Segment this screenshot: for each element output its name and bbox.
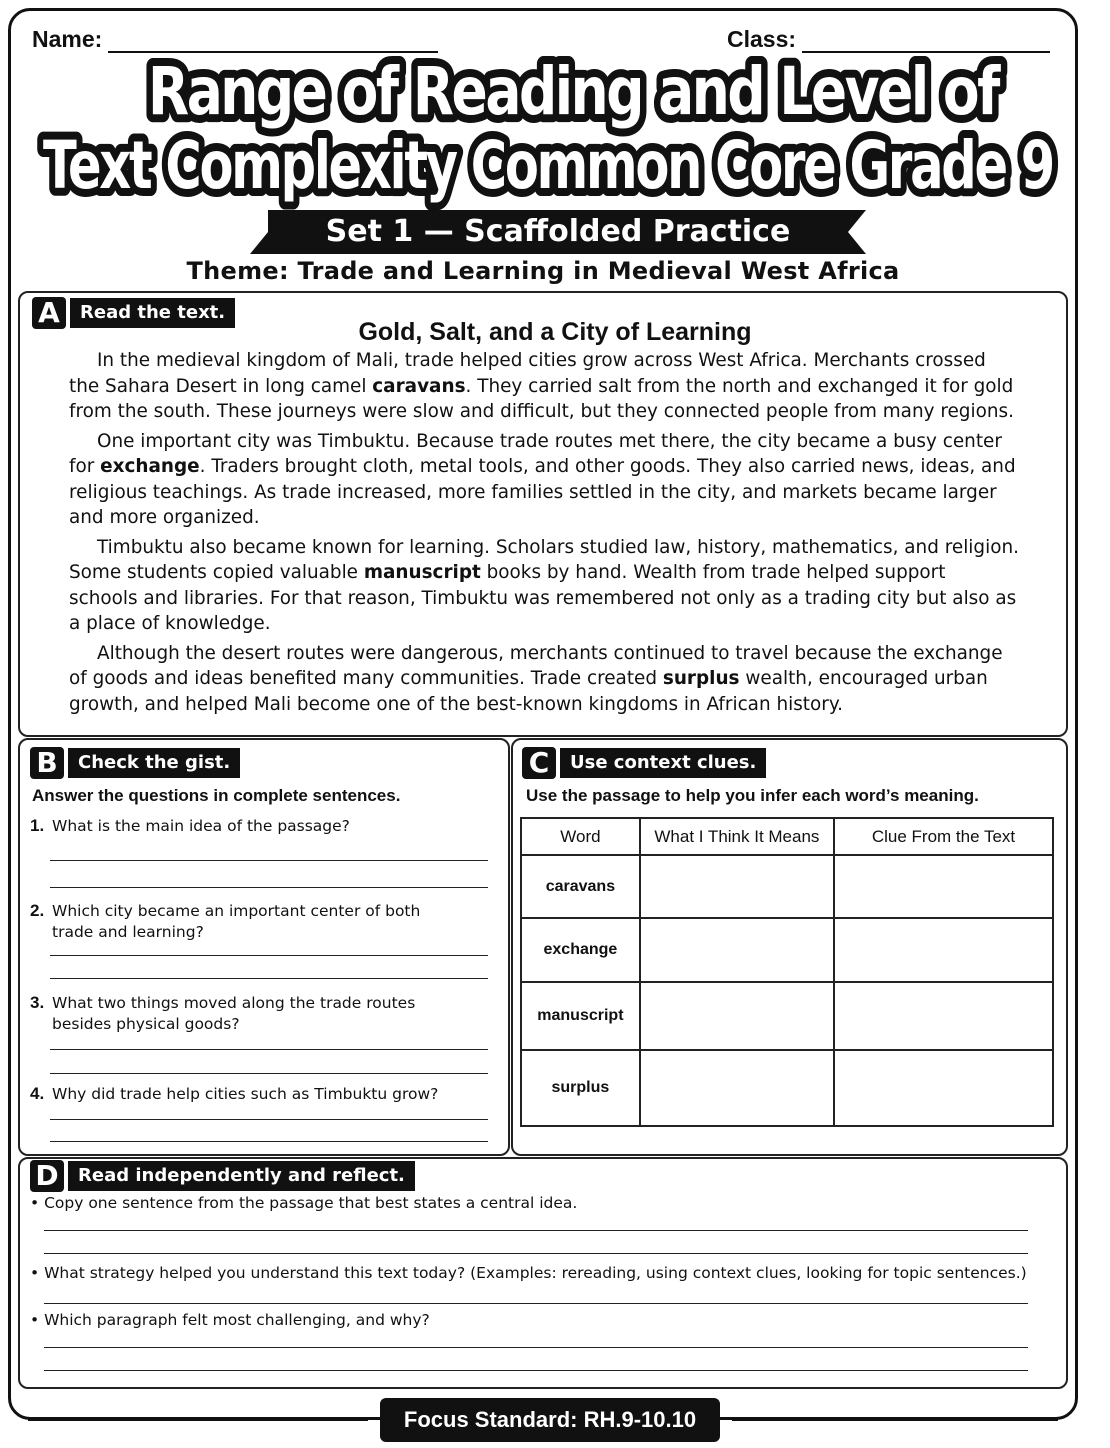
- passage-paragraph-2: One important city was Timbuktu. Because trade routes met there, the city became a busy center for exchange. Traders brought cloth, metal tools, and other goods. They also carried news, ideas, and religious teachings. As trade increased, more families settled in the city, and markets became larger and more organized.: [69, 430, 1016, 528]
- passage: [69, 348, 1019, 721]
- vocab-surplus: surplus: [662, 668, 740, 689]
- name-label: Name:: [32, 26, 103, 52]
- question-4-text: Why did trade help cities such as Timbuktu grow?: [52, 1085, 439, 1103]
- question-2-number: 2.: [30, 901, 45, 920]
- name-blank[interactable]: [108, 31, 438, 53]
- table-row: [521, 1050, 1053, 1126]
- clue-cell[interactable]: [834, 982, 1053, 1050]
- vocab-table-header-row: [521, 818, 1053, 855]
- clue-cell[interactable]: [834, 855, 1053, 918]
- vocab-caravans: caravans: [372, 375, 466, 397]
- question-2-text: Which city became an important center of both trade and learning?: [52, 902, 421, 941]
- table-row: [521, 855, 1053, 918]
- section-b-letter: B: [30, 747, 64, 779]
- title-line-1: Range of Reading and Level of: [148, 53, 1002, 130]
- column-header-clue: Clue From the Text: [834, 818, 1053, 855]
- section-b-header: [30, 748, 240, 778]
- question-1-text: What is the main idea of the passage?: [52, 817, 350, 835]
- question-3-number: 3.: [30, 993, 45, 1012]
- reflect-prompt-2: • What strategy helped you understand this text today? (Examples: rereading, using context clues, looking for topic sentences.): [30, 1264, 1027, 1282]
- question-1-number: 1.: [30, 816, 45, 835]
- answer-line[interactable]: [50, 955, 488, 956]
- class-field[interactable]: [727, 26, 1050, 53]
- answer-line[interactable]: [44, 1347, 1028, 1348]
- clue-cell[interactable]: [834, 1050, 1053, 1126]
- vocab-table: [520, 817, 1054, 1127]
- section-b-label: Check the gist.: [68, 748, 240, 778]
- column-header-word: Word: [521, 818, 640, 855]
- passage-paragraph-1: In the medieval kingdom of Mali, trade helped cities grow across West Africa. Merchants crossed the Sahara Desert in long camel caravans. They carried salt from the north and exchanged it for gold from the south. These journeys were slow and difficult, but they connected people from many regions.: [69, 350, 1014, 422]
- table-row: [521, 918, 1053, 982]
- section-a-letter: A: [32, 297, 66, 329]
- column-header-meaning: What I Think It Means: [640, 818, 834, 855]
- title-line-2: Text Complexity Common Core Grade 9: [43, 127, 1053, 204]
- clue-cell[interactable]: [834, 918, 1053, 982]
- section-c-letter: C: [522, 747, 556, 779]
- table-row: [521, 982, 1053, 1050]
- answer-line[interactable]: [50, 1141, 488, 1142]
- class-blank[interactable]: [802, 31, 1050, 53]
- worksheet-title: [0, 52, 1086, 212]
- meaning-cell[interactable]: [640, 1050, 834, 1126]
- name-field[interactable]: [32, 26, 438, 53]
- answer-line[interactable]: [50, 887, 488, 888]
- vocab-word-manuscript: manuscript: [521, 982, 640, 1050]
- vocab-word-exchange: exchange: [521, 918, 640, 982]
- answer-line[interactable]: [50, 1073, 488, 1074]
- passage-paragraph-4: Although the desert routes were dangerous, merchants continued to travel because the exchange of goods and ideas benefited many communities. Trade created surplus wealth, encouraged urban growth, and helped Mali become one of the best-known kingdoms in African history.: [69, 642, 1003, 715]
- vocab-word-surplus: surplus: [521, 1050, 640, 1126]
- footer-rule-right: [732, 1417, 1058, 1421]
- answer-line[interactable]: [50, 978, 488, 979]
- answer-line[interactable]: [44, 1303, 1028, 1304]
- section-d-letter: D: [30, 1160, 64, 1192]
- answer-line[interactable]: [44, 1253, 1028, 1254]
- question-3-text: What two things moved along the trade routes besides physical goods?: [52, 994, 416, 1033]
- meaning-cell[interactable]: [640, 918, 834, 982]
- answer-line[interactable]: [50, 1119, 488, 1120]
- section-b-instruction: Answer the questions in complete sentences.: [32, 786, 401, 805]
- reflect-prompt-3: • Which paragraph felt most challenging, and why?: [30, 1311, 430, 1329]
- theme-line: Theme: Trade and Learning in Medieval West Africa: [186, 257, 900, 285]
- section-c-label: Use context clues.: [560, 748, 766, 778]
- passage-title: Gold, Salt, and a City of Learning: [358, 318, 752, 346]
- class-label: Class:: [727, 26, 797, 52]
- section-a-label: Read the text.: [70, 298, 235, 328]
- section-c-instruction: Use the passage to help you infer each word’s meaning.: [526, 786, 979, 805]
- answer-line[interactable]: [44, 1230, 1028, 1231]
- reflect-prompt-1: • Copy one sentence from the passage that best states a central idea.: [30, 1194, 578, 1212]
- section-d-label: Read independently and reflect.: [68, 1161, 415, 1191]
- passage-paragraph-3: Timbuktu also became known for learning. Scholars studied law, history, mathematics, and religion. Some students copied valuable manuscript books by hand. Wealth from trade helped support schools and libraries. For that reason, Timbuktu was remembered not only as a trading city but also as a place of knowledge.: [69, 536, 1019, 634]
- vocab-word-caravans: caravans: [521, 855, 640, 918]
- focus-standard-badge: Focus Standard: RH.9-10.10: [380, 1398, 720, 1442]
- footer-rule-left: [28, 1417, 368, 1421]
- meaning-cell[interactable]: [640, 982, 834, 1050]
- answer-line[interactable]: [44, 1370, 1028, 1371]
- section-d-header: [30, 1161, 415, 1191]
- vocab-exchange: exchange: [100, 456, 200, 477]
- question-4-number: 4.: [30, 1084, 45, 1103]
- answer-line[interactable]: [50, 860, 488, 861]
- set-banner: Set 1 — Scaffolded Practice: [325, 214, 791, 249]
- vocab-manuscript: manuscript: [363, 562, 481, 583]
- answer-line[interactable]: [50, 1049, 488, 1050]
- meaning-cell[interactable]: [640, 855, 834, 918]
- section-c-header: [522, 748, 766, 778]
